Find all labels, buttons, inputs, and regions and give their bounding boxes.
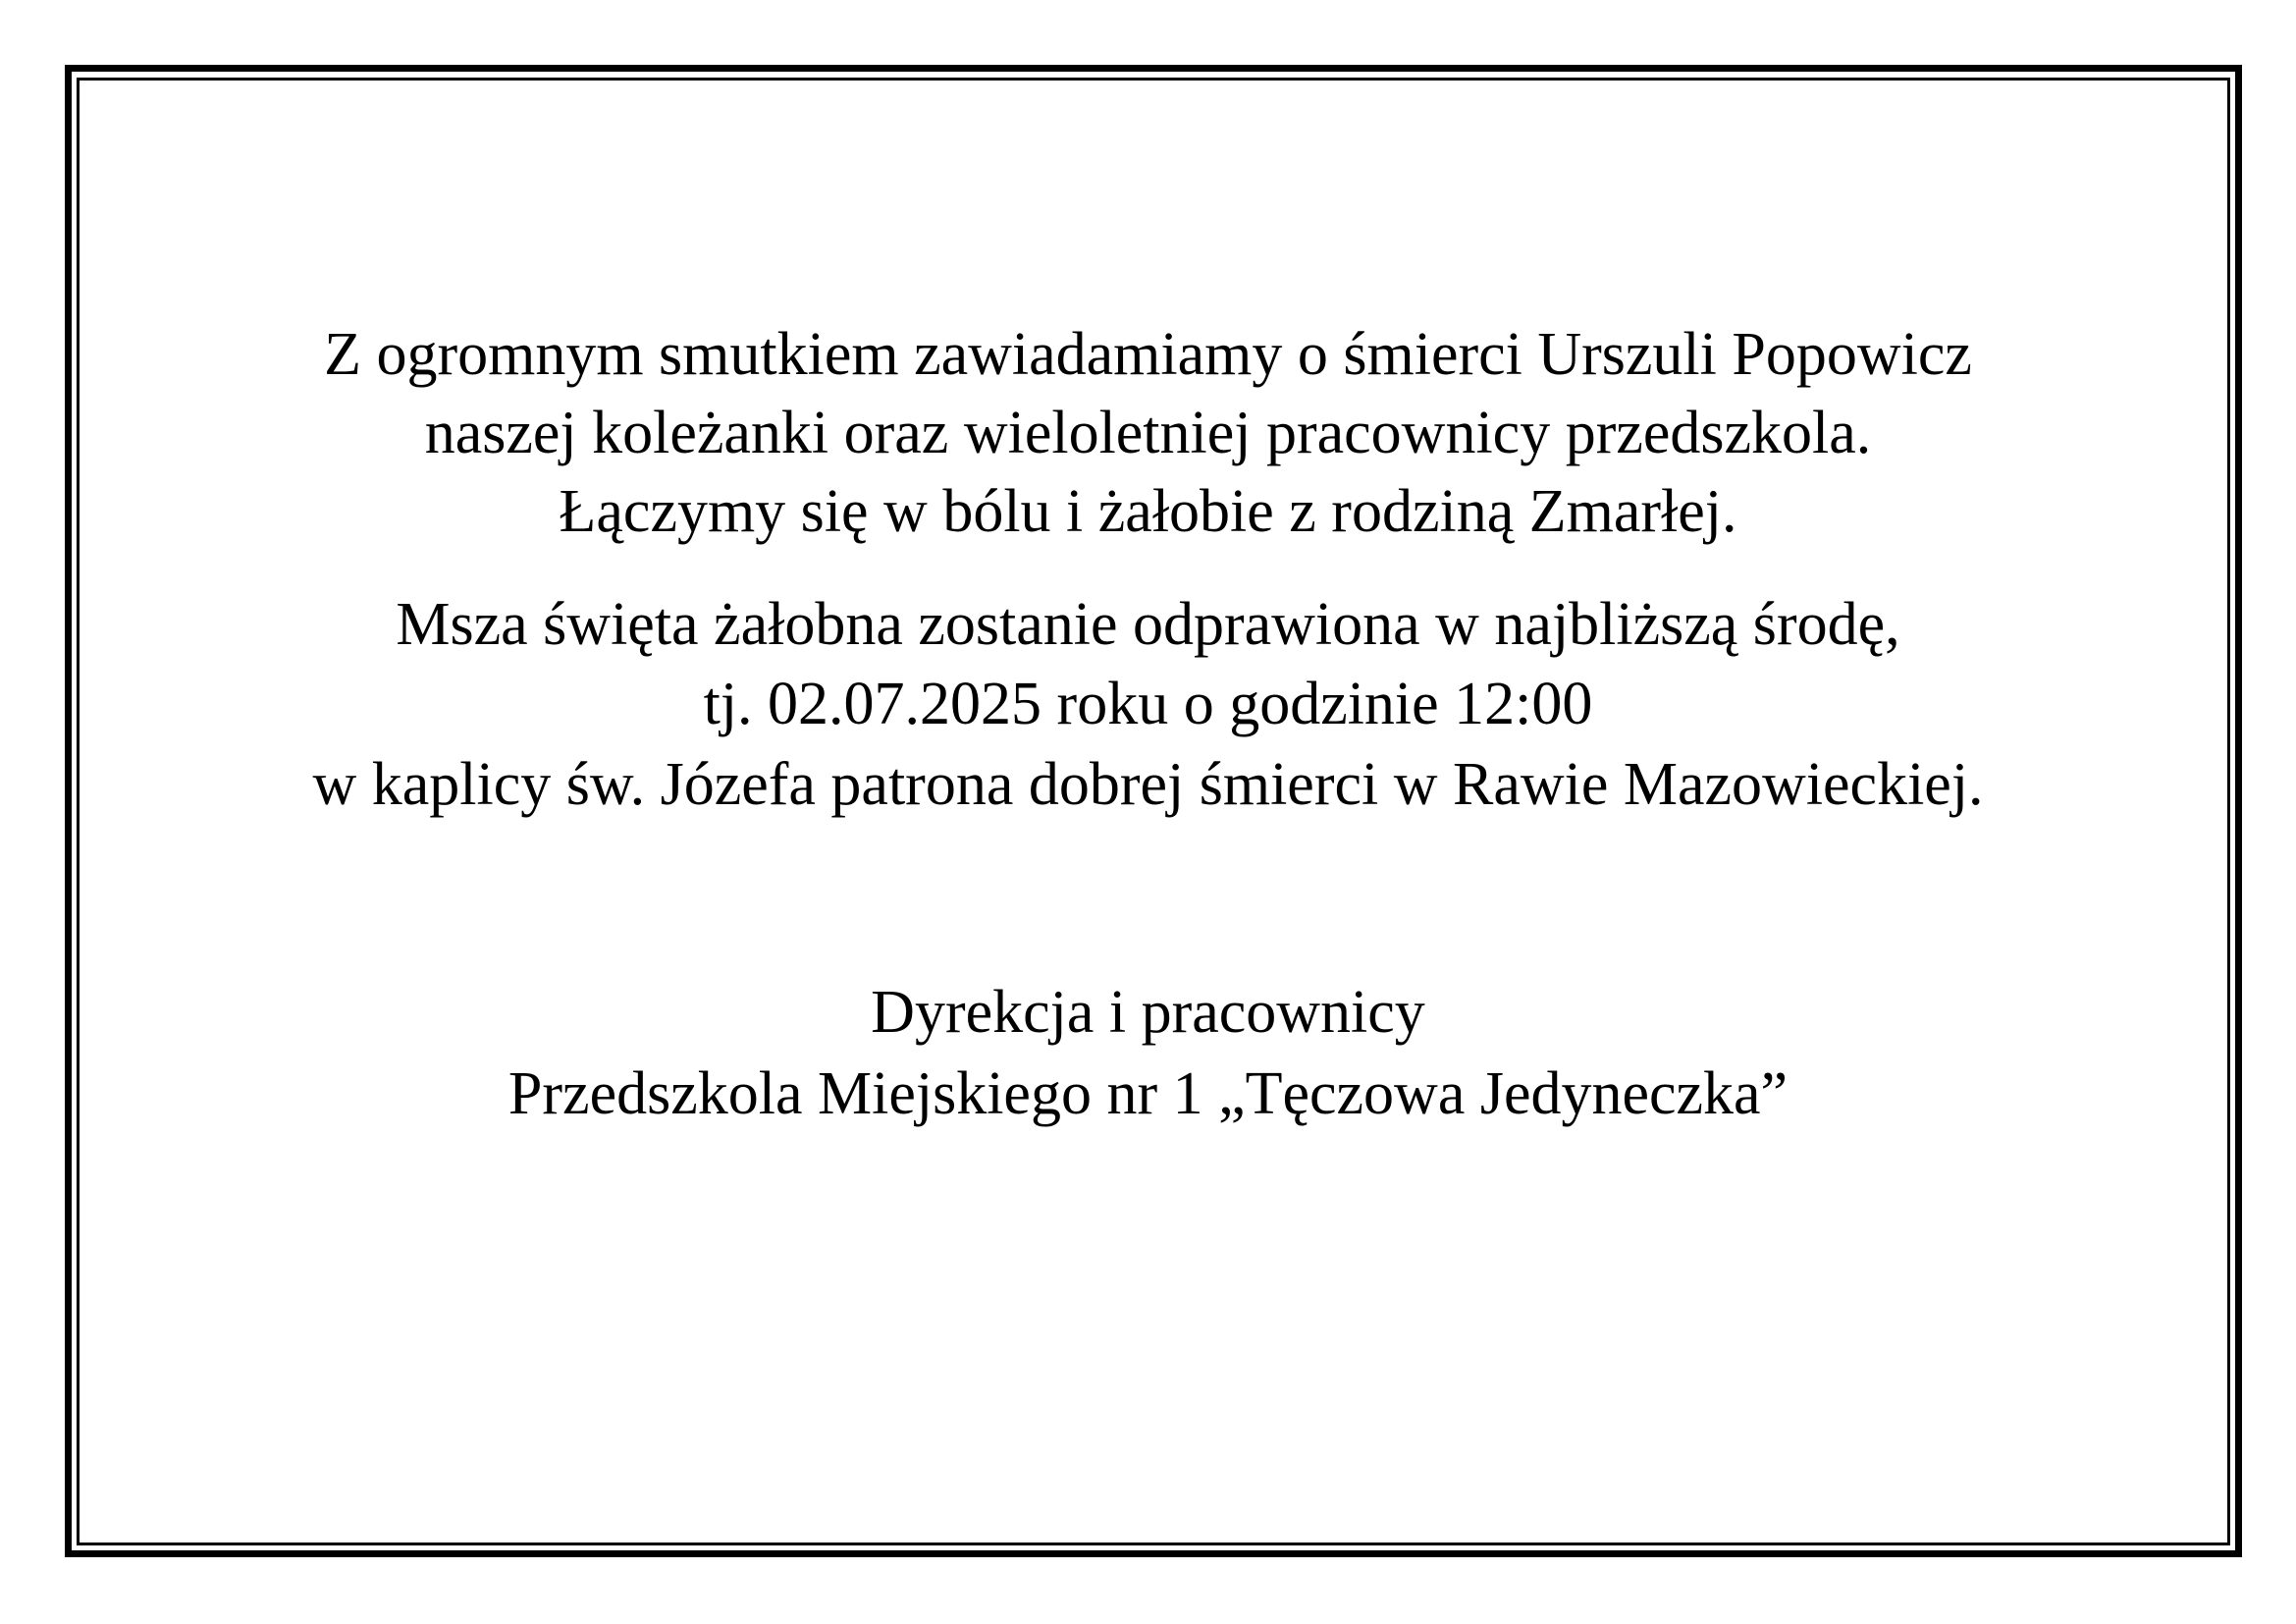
signature-line: Przedszkola Miejskiego nr 1 „Tęczowa Jedyneczka”	[507, 1060, 1789, 1127]
notice-line: tj. 02.07.2025 roku o godzinie 12:00	[703, 671, 1593, 737]
signature-line: Dyrekcja i pracownicy	[871, 979, 1425, 1046]
notice-line: naszej koleżanki oraz wieloletniej pracownicy przedszkola.	[424, 400, 1872, 466]
notice-line: Msza święta żałobna zostanie odprawiona w najbliższą środę,	[396, 591, 1900, 658]
notice-line: Łączymy się w bólu i żałobie z rodziną Zmarłej.	[559, 478, 1737, 545]
notice-line: Z ogromnym smutkiem zawiadamiamy o śmierci Urszuli Popowicz	[324, 321, 1972, 388]
notice-line: w kaplicy św. Józefa patrona dobrej śmierci w Rawie Mazowieckiej.	[312, 751, 1984, 818]
